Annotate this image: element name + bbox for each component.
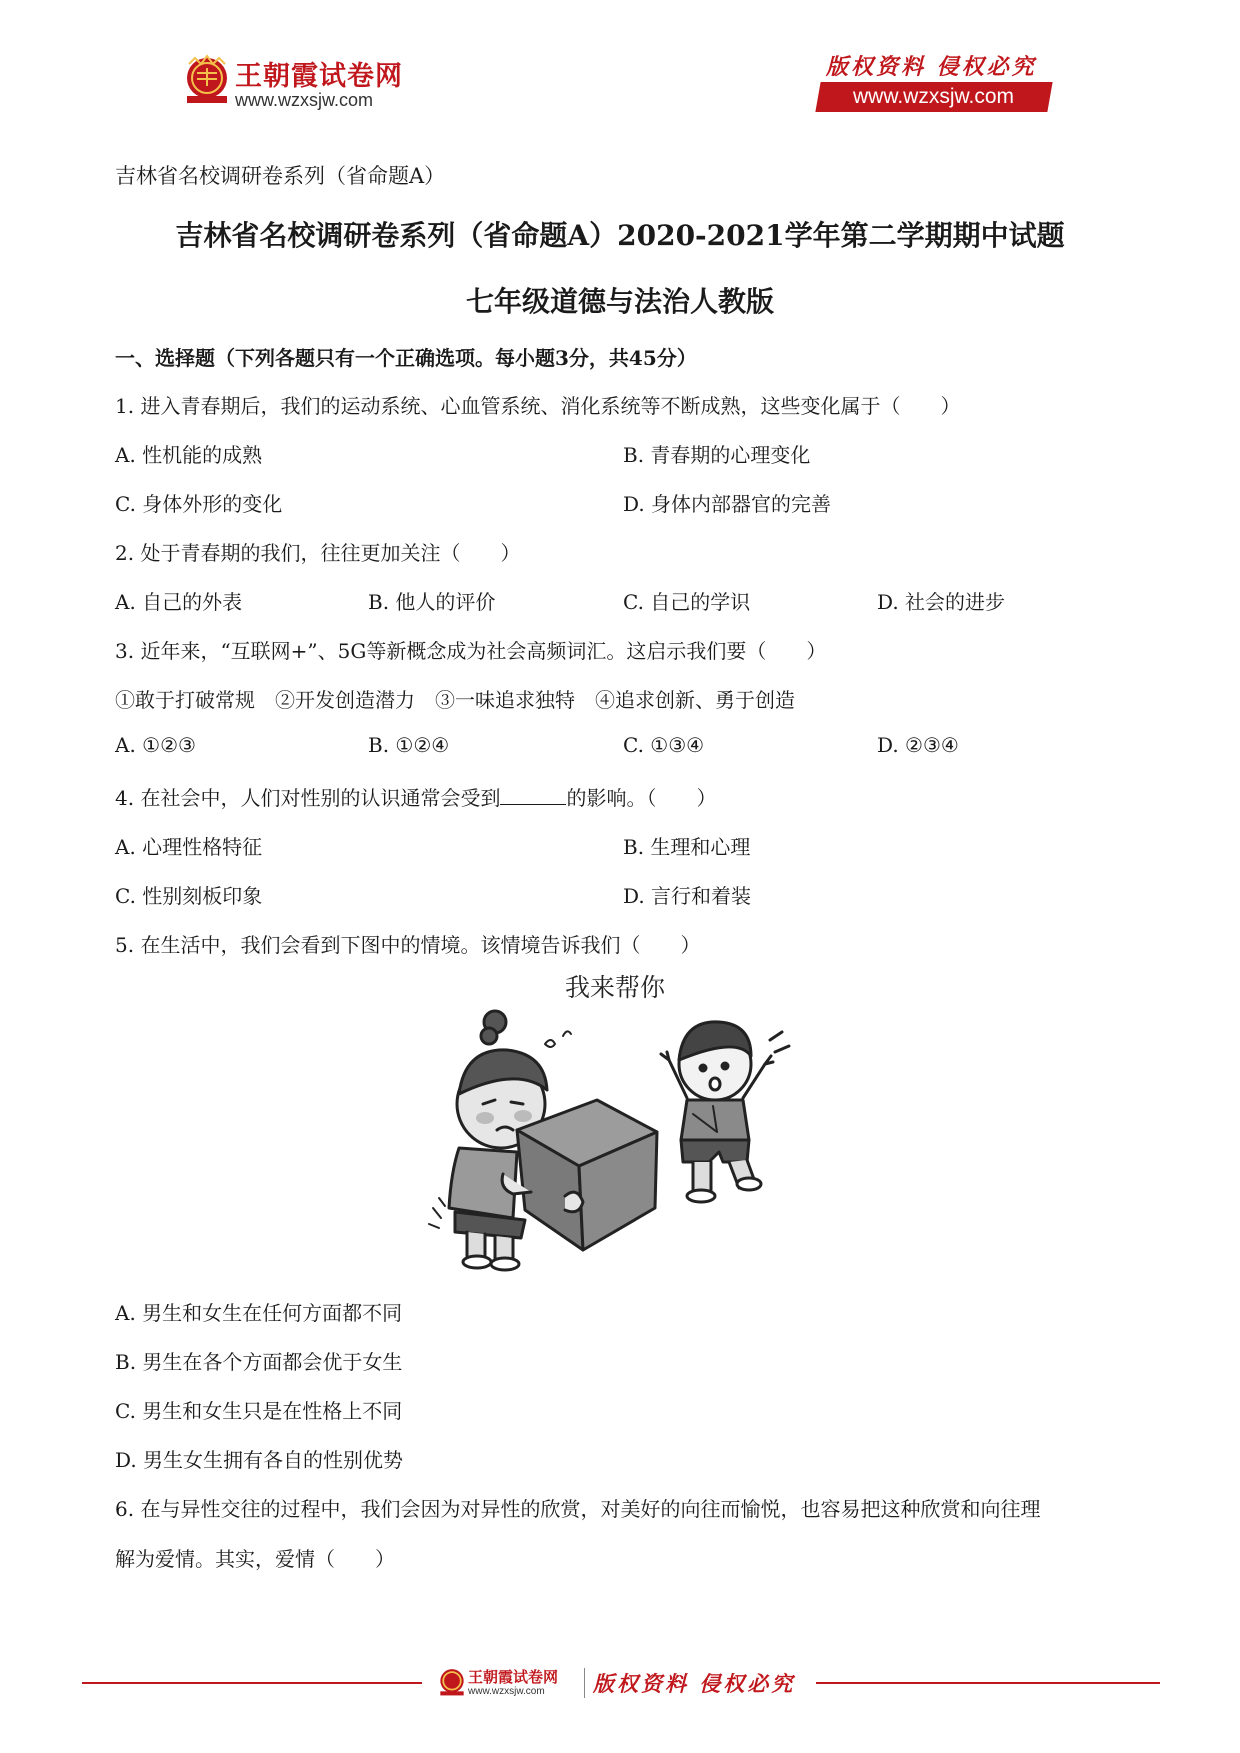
- copyright-url-bar[interactable]: [815, 82, 1052, 112]
- q1-option-a: A. 性机能的成熟: [115, 443, 263, 467]
- q1-option-d: D. 身体内部器官的完善: [623, 492, 832, 516]
- q3-statements: ①敢于打破常规 ②开发创造潜力 ③一味追求独特 ④追求创新、勇于创造: [115, 688, 795, 712]
- footer-logo: [438, 1664, 583, 1704]
- q4-blank: [500, 786, 566, 805]
- q5-option-b: B. 男生在各个方面都会优于女生: [115, 1350, 403, 1374]
- footer-divider-right: [816, 1682, 1160, 1684]
- q1-option-c: C. 身体外形的变化: [115, 492, 283, 516]
- q3-option-d: D. ②③④: [877, 733, 959, 757]
- q2-option-a: A. 自己的外表: [115, 590, 243, 614]
- header-logo: [183, 50, 413, 116]
- copyright-url[interactable]: www.wzxsjw.com: [853, 85, 1015, 108]
- q5-option-d: D. 男生女生拥有各自的性别优势: [115, 1448, 404, 1472]
- question-5-illustration: [425, 962, 825, 1274]
- q3-option-a: A. ①②③: [115, 733, 196, 757]
- doc-title: 吉林省名校调研卷系列（省命题A）2020-2021学年第二学期期中试题: [175, 219, 1065, 252]
- question-4: [115, 782, 716, 811]
- illustration-caption: 我来帮你: [565, 973, 666, 1002]
- question-5: 5. 在生活中，我们会看到下图中的情境。该情境告诉我们（ ）: [115, 933, 701, 957]
- footer-copyright: 版权资料 侵权必究: [593, 1671, 796, 1696]
- question-2: 2. 处于青春期的我们，往往更加关注（ ）: [115, 541, 521, 565]
- q4-option-b: B. 生理和心理: [623, 835, 751, 859]
- logo-badge-icon: [183, 54, 231, 106]
- q2-option-c: C. 自己的学识: [623, 590, 751, 614]
- doc-subtitle: 七年级道德与法治人教版: [465, 285, 774, 318]
- section-heading: 一、选择题（下列各题只有一个正确选项。每小题3分，共45分）: [115, 346, 697, 370]
- q1-option-b: B. 青春期的心理变化: [623, 443, 811, 467]
- footer-divider-left: [82, 1682, 422, 1684]
- q5-option-a: A. 男生和女生在任何方面都不同: [115, 1301, 403, 1325]
- q4-option-a: A. 心理性格特征: [115, 835, 263, 859]
- q2-option-b: B. 他人的评价: [368, 590, 496, 614]
- q4-option-d: D. 言行和着装: [623, 884, 752, 908]
- q4-text-after: 的影响。（ ）: [566, 786, 717, 810]
- question-6-line-1: 6. 在与异性交往的过程中，我们会因为对异性的欣赏，对美好的向往而愉悦，也容易把这种欣赏和向往理: [115, 1497, 1041, 1521]
- footer-logo-badge-icon: [438, 1666, 466, 1698]
- q3-option-c: C. ①③④: [623, 733, 705, 757]
- question-1: 1. 进入青春期后，我们的运动系统、心血管系统、消化系统等不断成熟，这些变化属于（ ）: [115, 394, 961, 418]
- series-label: 吉林省名校调研卷系列（省命题A）: [115, 164, 446, 188]
- q4-option-c: C. 性别刻板印象: [115, 884, 263, 908]
- footer-separator: [584, 1668, 585, 1698]
- footer-logo-name: 王朝霞试卷网: [468, 1668, 559, 1686]
- boy-figure: [661, 1022, 789, 1202]
- logo-url[interactable]: www.wzxsjw.com: [235, 90, 374, 110]
- q4-text-before: 4. 在社会中，人们对性别的认识通常会受到: [115, 786, 501, 810]
- footer-logo-url[interactable]: www.wzxsjw.com: [468, 1686, 545, 1697]
- logo-name: 王朝霞试卷网: [235, 61, 403, 92]
- q5-option-c: C. 男生和女生只是在性格上不同: [115, 1399, 403, 1423]
- copyright-notice: 版权资料 侵权必究: [826, 54, 1037, 80]
- question-6-line-2: 解为爱情。其实，爱情（ ）: [115, 1547, 395, 1571]
- question-3: 3. 近年来，“互联网+”、5G等新概念成为社会高频词汇。这启示我们要（ ）: [115, 639, 827, 663]
- q2-option-d: D. 社会的进步: [877, 590, 1006, 614]
- q3-option-b: B. ①②④: [368, 733, 450, 757]
